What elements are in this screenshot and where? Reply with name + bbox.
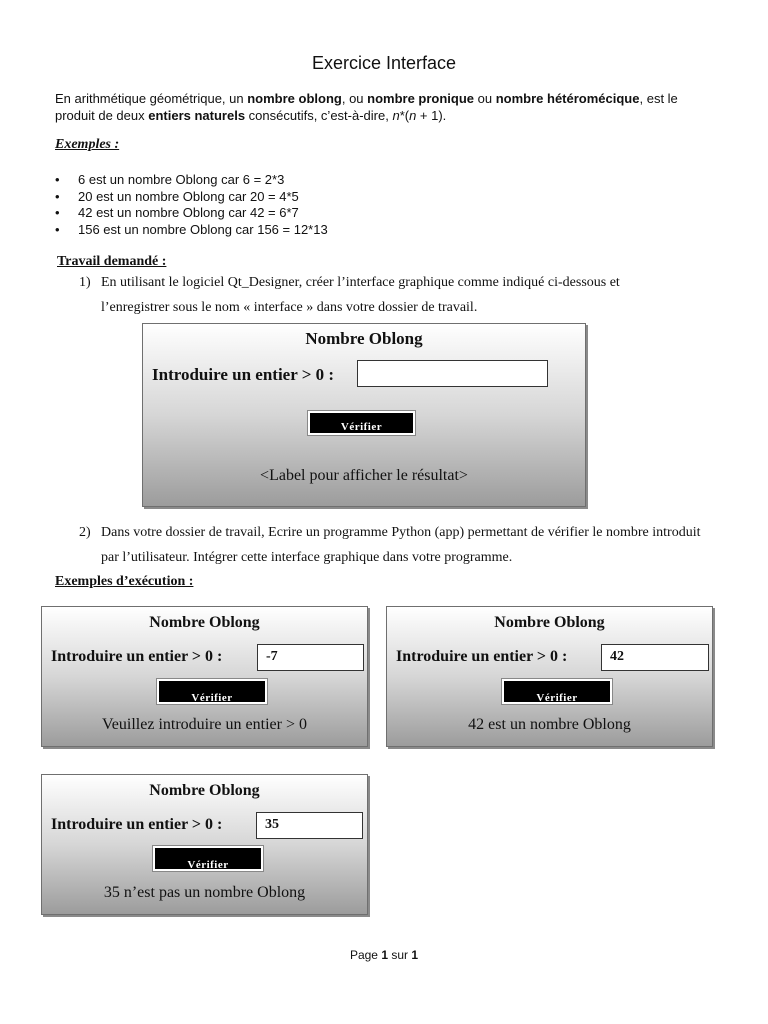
window-title: Nombre Oblong	[305, 329, 423, 348]
verify-button[interactable]: Vérifier	[502, 679, 612, 704]
step-text: Dans votre dossier de travail, Ecrire un programme Python (app) permettant de vérifier le nombre introduit par l’utilisateur. Intégrer cette interface graphique dans votre programme.	[101, 525, 701, 565]
result-label: Veuillez introduire un entier > 0	[102, 716, 307, 733]
page-footer: Page 1 sur 1	[349, 948, 419, 962]
window-title: Nombre Oblong	[149, 782, 260, 799]
result-label: 35 n’est pas un nombre Oblong	[103, 884, 306, 901]
verify-button[interactable]: Vérifier	[308, 411, 415, 435]
number-input[interactable]: 42	[601, 644, 709, 671]
verify-button[interactable]: Vérifier	[157, 679, 267, 704]
input-label: Introduire un entier > 0 :	[396, 648, 568, 665]
step-text: En utilisant le logiciel Qt_Designer, créer l’interface graphique comme indiqué ci-dessous et l’enregistrer sous le nom « interface » dans votre dossier de travail.	[101, 275, 620, 315]
work-heading: Travail demandé :	[57, 254, 167, 269]
number-input[interactable]	[357, 360, 548, 387]
number-input[interactable]: -7	[257, 644, 364, 671]
page-number: 1	[381, 948, 388, 962]
step-number: 2)	[79, 525, 91, 540]
qt-window-example-negative	[41, 606, 368, 747]
number-input[interactable]: 35	[256, 812, 363, 839]
input-label: Introduire un entier > 0 :	[51, 816, 223, 833]
examples-list	[55, 172, 328, 238]
input-label: Introduire un entier > 0 :	[51, 648, 223, 665]
list-item: • 156 est un nombre Oblong car 156 = 12*13	[55, 222, 328, 239]
input-label: Introduire un entier > 0 :	[152, 365, 335, 384]
list-item: • 20 est un nombre Oblong car 20 = 4*5	[55, 189, 328, 206]
page-total: 1	[411, 948, 419, 962]
window-title: Nombre Oblong	[149, 614, 260, 631]
result-label: 42 est un nombre Oblong	[468, 716, 631, 733]
step-1	[79, 270, 679, 320]
step-2	[79, 520, 719, 570]
examples-heading: Exemples :	[55, 137, 120, 152]
execution-examples-heading: Exemples d’exécution :	[55, 574, 194, 589]
window-title: Nombre Oblong	[494, 614, 605, 631]
verify-button[interactable]: Vérifier	[153, 846, 263, 871]
page-title: Exercice Interface	[311, 53, 457, 73]
result-label: <Label pour afficher le résultat>	[260, 467, 468, 484]
step-number: 1)	[79, 275, 91, 290]
list-item: • 6 est un nombre Oblong car 6 = 2*3	[55, 172, 328, 189]
qt-window-example-oblong	[386, 606, 713, 747]
list-item: • 42 est un nombre Oblong car 42 = 6*7	[55, 205, 328, 222]
qt-window-template	[142, 323, 586, 507]
qt-window-example-not-oblong	[41, 774, 368, 915]
intro-paragraph: En arithmétique géométrique, un nombre oblong, ou nombre pronique ou nombre hétéromécique, est le produit de deux entiers naturels consécutifs, c’est-à-dire, n*(n + 1).	[55, 91, 678, 123]
